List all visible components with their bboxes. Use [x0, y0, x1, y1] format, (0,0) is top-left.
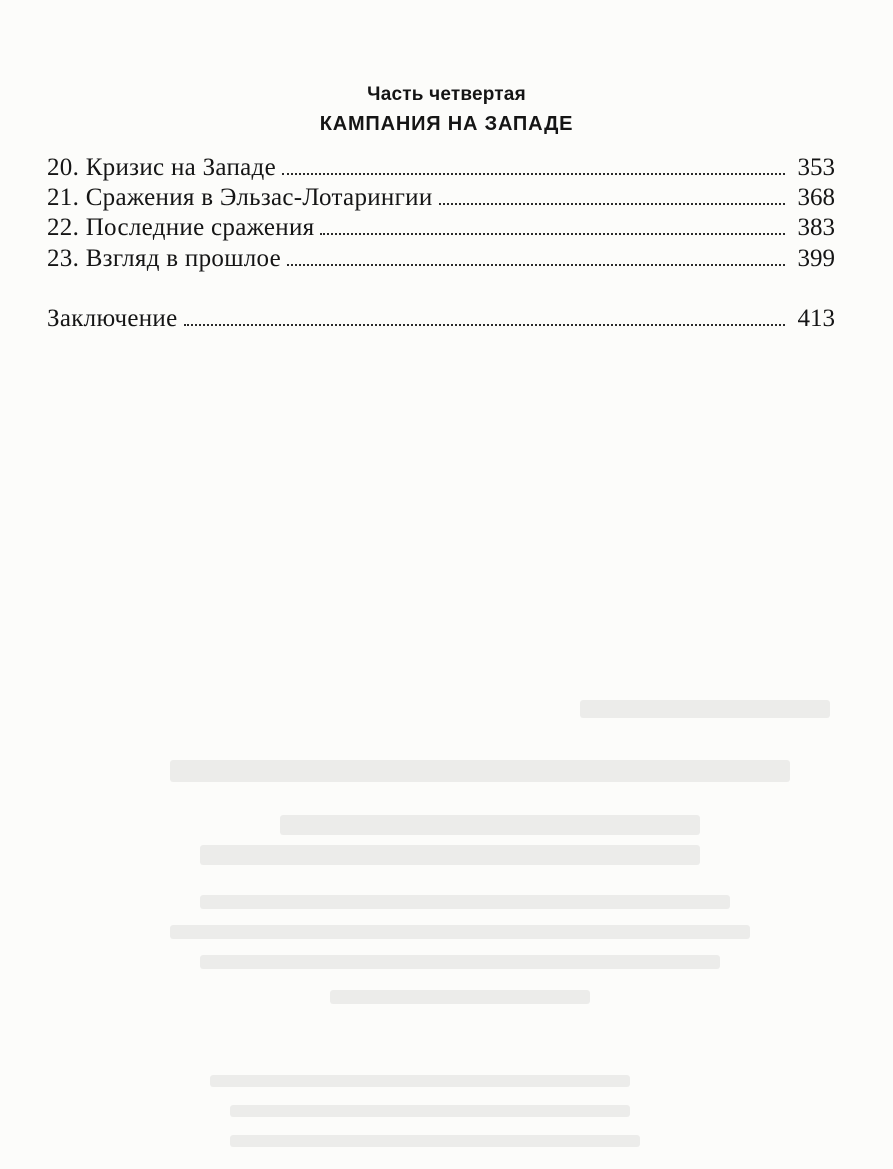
toc-entry-title: Заключение — [47, 305, 178, 332]
leader-dots — [184, 323, 786, 326]
part-label: Часть четвертая — [367, 84, 526, 105]
leader-dots — [287, 263, 785, 266]
toc-entry[interactable] — [47, 243, 835, 273]
part-title: КАМПАНИЯ НА ЗАПАДЕ — [319, 113, 574, 135]
toc-entry-title: 21. Сражения в Эльзас-Лотарингии — [47, 184, 433, 211]
leader-dots — [320, 232, 785, 235]
toc-entry[interactable] — [47, 152, 835, 182]
toc-entry-conclusion[interactable] — [47, 303, 835, 333]
toc-entry-title: 22. Последние сражения — [47, 214, 315, 241]
toc-entry[interactable] — [47, 182, 835, 212]
leader-dots — [282, 172, 785, 175]
leader-dots — [439, 202, 785, 205]
toc-entry-page: 383 — [797, 214, 835, 241]
toc-entry-title: 23. Взгляд в прошлое — [47, 245, 282, 272]
toc-entry-page: 368 — [797, 184, 835, 211]
toc-entry[interactable] — [47, 212, 835, 242]
toc-entry-title: 20. Кризис на Западе — [47, 154, 276, 181]
toc-entry-page: 399 — [797, 245, 835, 272]
toc-entry-page: 413 — [797, 305, 835, 332]
toc-entry-page: 353 — [797, 154, 835, 181]
